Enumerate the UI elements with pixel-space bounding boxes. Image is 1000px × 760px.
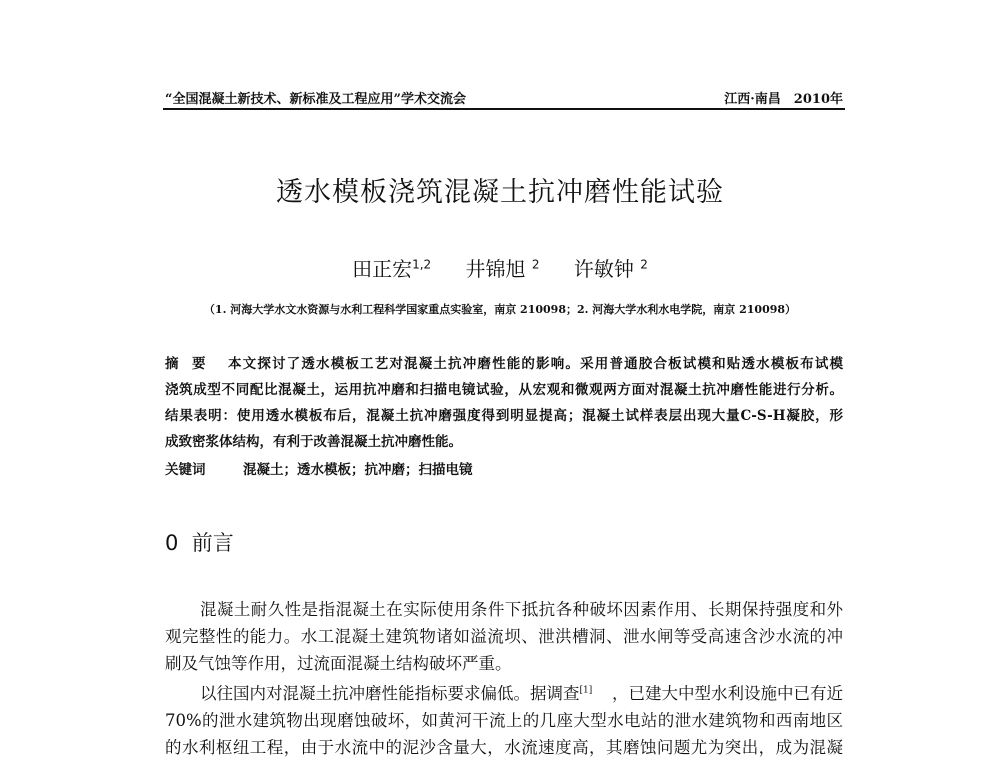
body-line: 的水利枢纽工程，由于水流中的泥沙含量大，水流速度高，其磨蚀问题尤为突出，成为混凝 bbox=[165, 738, 843, 757]
abstract-line: 结果表明：使用透水模板布后，混凝土抗冲磨强度得到明显提高；混凝土试样表层出现大量C-S-H凝胶，形 bbox=[165, 408, 843, 424]
author: 田正宏$^{1,2}$ bbox=[352, 257, 432, 281]
header-location-year: 江西·南昌 2010年 bbox=[724, 92, 843, 107]
authors bbox=[0, 253, 1000, 282]
body-line: 刷及气蚀等作用，过流面混凝土结构破坏严重。 bbox=[165, 654, 512, 673]
section-heading: 0 前言 bbox=[165, 531, 234, 555]
abstract-line: 浇筑成型不同配比混凝土，运用抗冲磨和扫描电镜试验，从宏观和微观两方面对混凝土抗冲磨性能进行分析。 bbox=[165, 382, 843, 398]
abstract-label: 摘 要 bbox=[165, 356, 206, 372]
header-rule bbox=[163, 108, 845, 110]
affiliation: （1. 河海大学水文水资源与水利工程科学国家重点实验室，南京 210098；2. 河海大学水利水电学院，南京 210098） bbox=[203, 303, 797, 316]
abstract-line: 成致密浆体结构，有利于改善混凝土抗冲磨性能。 bbox=[165, 434, 462, 450]
author: 井锦旭 $^2$ bbox=[465, 257, 540, 281]
body-line: 70%的泄水建筑物出现磨蚀破坏，如黄河干流上的几座大型水电站的泄水建筑物和西南地区 bbox=[165, 711, 843, 730]
keywords-label: 关键词 bbox=[165, 462, 206, 478]
header-conference: “全国混凝土新技术、新标准及工程应用”学术交流会 bbox=[165, 92, 466, 107]
body-line: 观完整性的能力。水工混凝土建筑物诸如溢流坝、泄洪槽洞、泄水闸等受高速含沙水流的冲 bbox=[165, 627, 843, 646]
citation[interactable]: [1] bbox=[579, 685, 593, 696]
abstract-line: 本文探讨了透水模板工艺对混凝土抗冲磨性能的影响。采用普通胶合板试模和贴透水模板布试模 bbox=[228, 356, 843, 372]
body-line: 以往国内对混凝土抗冲磨性能指标要求偏低。据调查[1] ，已建大中型水利设施中已有近 bbox=[200, 684, 843, 703]
author: 许敏钟 $^2$ bbox=[573, 257, 648, 281]
keywords-value: 混凝土；透水模板；抗冲磨；扫描电镜 bbox=[243, 462, 473, 478]
body-line: 混凝土耐久性是指混凝土在实际使用条件下抵抗各种破坏因素作用、长期保持强度和外 bbox=[200, 600, 843, 619]
paper-title: 透水模板浇筑混凝土抗冲磨性能试验 bbox=[276, 177, 724, 208]
